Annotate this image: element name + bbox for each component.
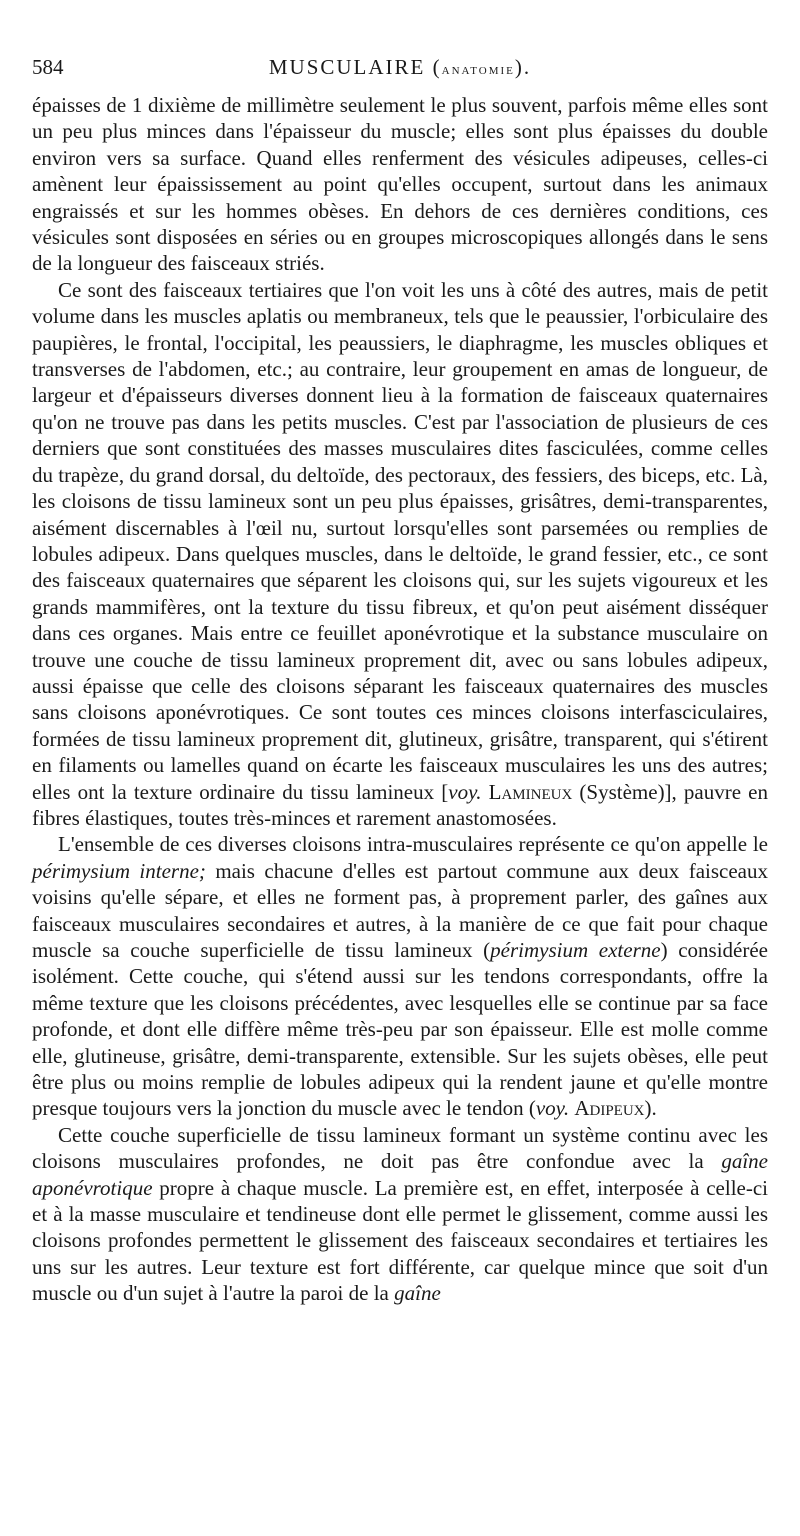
page-header xyxy=(32,42,768,82)
paragraph-4 xyxy=(32,1122,768,1307)
body-text xyxy=(32,92,768,1307)
paragraph-2-space xyxy=(481,780,488,804)
document-page xyxy=(32,42,768,1512)
paragraph-3-voy: voy. xyxy=(535,1096,570,1121)
running-title-paren-close: ). xyxy=(514,55,532,79)
paragraph-3-term-perimysium-interne: périmysium interne; xyxy=(32,858,206,883)
paragraph-3-term-perimysium-externe: périmysium externe xyxy=(490,938,661,962)
paragraph-4-text-1: Cette couche superficielle de tissu lamineux formant un système continu avec les cloisons musculaires profondes, ne doit pas être confondue avec la xyxy=(32,1122,768,1174)
running-title-sub: anatomie xyxy=(441,62,515,78)
paragraph-2-voy: voy. xyxy=(448,779,482,804)
paragraph-3-text-1: L'ensemble de ces diverses cloisons intra-musculaires représente ce qu'on appelle le xyxy=(58,832,768,857)
paragraph-3-text-3: ) considérée isolément. Cette couche, qui s'étend aussi sur les tendons correspondants, offre la même texture que les cloisons précédentes, avec lesquelles elle se continue par sa face profonde, et dont elle diffère même très-peu par son épaisseur. Elle est molle comme elle, glutineuse, grisâtre, demi-transparente, extensible. Sur les sujets obèses, elle peut être plus ou moins remplie de lobules adipeux qui la rendent jaune et qu'elle montre presque toujours vers la jonction du muscle avec le tendon ( xyxy=(32,938,768,1121)
paragraph-4-term-gaine-aponevrotique: gaîne aponévrotique xyxy=(32,1149,768,1200)
paragraph-2-cross-reference: Lamineux xyxy=(488,779,573,804)
paragraph-2-text-2: (Système)], pauvre en fibres élastiques, toutes très-minces et rarement anastomosées. xyxy=(32,779,769,830)
paragraph-4-text-2: propre à chaque muscle. La première est, en effet, interposée à celle-ci et à la masse musculaire et tendineuse dont elle permet le glissement, comme aussi les cloisons profondes permettent le glissement des faisceaux secondaires et tertiaires les uns sur les autres. Leur texture est fort différente, car quelque mince que soit d'un muscle ou d'un sujet à l'autre la paroi de la xyxy=(32,1175,768,1306)
page-number: 584 xyxy=(32,55,64,79)
running-title-paren-open: ( xyxy=(425,55,442,79)
running-title-main: MUSCULAIRE xyxy=(268,55,426,79)
paragraph-1: épaisses de 1 dixième de millimètre seulement le plus souvent, parfois même elles sont un peu plus minces dans l'épaisseur du muscle; elles sont plus épaisses du double environ vers sa surface. Quand elles renferment des vésicules adipeuses, celles-ci amènent leur épaississement au point qu'elles occupent, surtout dans les animaux engraissés et sur les hommes obèses. En dehors de ces dernières conditions, ces vésicules sont disposées en séries ou en groupes microscopiques allongés dans le sens de la longueur des faisceaux striés. xyxy=(32,93,768,276)
running-title xyxy=(32,54,768,83)
paragraph-3-cross-reference: Adipeux xyxy=(574,1096,645,1121)
paragraph-3 xyxy=(32,831,768,1121)
paragraph-3-text-2: mais chacune d'elles est partout commune aux deux faisceaux voisins qu'elle sépare, et elles ne forment pas, à proprement parler, des gaînes aux faisceaux musculaires secondaires et autres, à la manière de ce que fait pour chaque muscle sa couche superficielle de tissu lamineux ( xyxy=(32,858,768,962)
paragraph-4-term-gaine: gaîne xyxy=(394,1281,441,1306)
paragraph-2 xyxy=(32,277,768,832)
paragraph-3-text-4: ). xyxy=(644,1096,657,1121)
paragraph-2-text-1: Ce sont des faisceaux tertiaires que l'on voit les uns à côté des autres, mais de petit volume dans les muscles aplatis ou membraneux, tels que le peaussier, l'orbiculaire des paupières, le frontal, l'occipital, les peaussiers, le diaphragme, les muscles obliques et transverses de l'abdomen, etc.; au contraire, leur groupement en amas de longueur, de largeur et d'épaisseurs diverses donnent lieu à la formation de faisceaux quaternaires qu'on ne trouve pas dans les petits muscles. C'est par l'association de plusieurs de ces derniers que sont constituées des masses musculaires dites fasciculées, comme celles du trapèze, du grand dorsal, du deltoïde, des pectoraux, des fessiers, des biceps, etc. Là, les cloisons de tissu lamineux sont un peu plus épaisses, grisâtres, demi-transparentes, aisément discernables à l'œil nu, surtout lorsqu'elles sont parsemées ou remplies de lobules adipeux. Dans quelques muscles, dans le deltoïde, le grand fessier, etc., ce sont des faisceaux quaternaires que séparent les cloisons qui, sur les sujets vigoureux et les grands mammifères, ont la texture du tissu fibreux, et qu'on peut aisément disséquer dans ces organes. Mais entre ce feuillet aponévrotique et la substance musculaire on trouve une couche de tissu lamineux proprement dit, avec ou sans lobules adipeux, aussi épaisse que celle des cloisons séparant les faisceaux quaternaires des muscles sans cloisons aponévrotiques. Ce sont toutes ces minces cloisons interfasciculaires, formées de tissu lamineux proprement dit, glutineux, grisâtre, transparent, qui s'étirent en filaments ou lamelles quand on écarte les faisceaux musculaires les uns des autres; elles ont la texture ordinaire du tissu lamineux [ xyxy=(32,277,768,804)
